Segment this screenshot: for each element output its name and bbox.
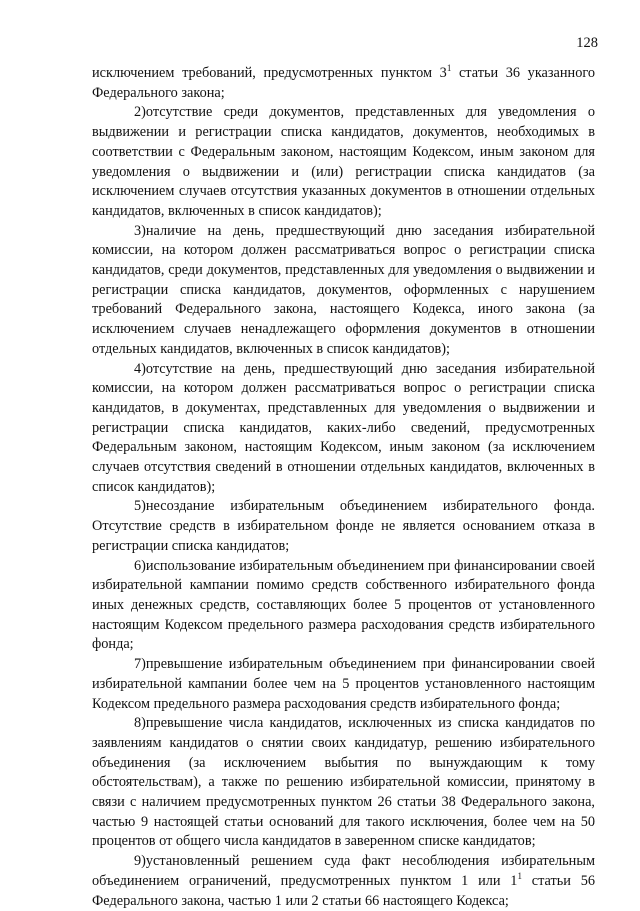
paragraph-text: 8)превышение числа кандидатов, исключенных из списка кандидатов по заявлениям кандидатов о снятии своих кандидатур, решению избирательного объединения (за исключением выбытия по вынуждающим к тому обстоятельствам), а также по решению избирательной комиссии, принятому в связи с наличием предусмотренных пунктом 26 статьи 38 Федерального закона, частью 9 настоящей статьи оснований для такого исключения, более чем на 50 процентов от общего числа кандидатов в заверенном списке кандидатов; [92,715,595,850]
paragraph [92,655,595,714]
page-number: 128 [576,35,598,51]
paragraph-text: статьи 36 указанного Федерального закона; [92,65,595,101]
paragraph [92,557,595,656]
paragraph [92,103,595,221]
paragraph [92,852,595,911]
paragraph-text: статьи 56 Федерального закона, частью 1 или 2 статьи 66 настоящего Кодекса; [92,872,596,909]
paragraph-text: 3)наличие на день, предшествующий дню заседания избирательной комиссии, на котором должен рассматриваться вопрос о регистрации списка кандидатов, среди документов, представленных для уведомления о выдвижении и регистрации списка кандидатов, документов, оформленных с нарушением требований Федерального закона, настоящего Кодекса, иного закона (за исключением случаев ненадлежащего оформления документов в отношении отдельных кандидатов, включенных в список кандидатов); [92,222,595,357]
paragraph [92,222,595,360]
paragraph [92,360,595,498]
paragraph [92,714,595,852]
paragraph [92,497,595,556]
paragraph [92,64,595,103]
paragraph-text: 9)установленный решением суда факт несоблюдения избирательным объединением ограничений, предусмотренных пунктом 1 или 1 [92,853,595,889]
paragraph-text: 4)отсутствие на день, предшествующий дню заседания избирательной комиссии, на котором должен рассматриваться вопрос о регистрации списка кандидатов, в документах, представленных для уведомления о выдвижении и регистрации списка кандидатов, каких-либо сведений, предусмотренных Федеральным законом, настоящим Кодексом, иным законом (за исключением случаев отсутствия сведений в отношении отдельных кандидатов, включенных в список кандидатов); [92,360,595,495]
document-body [92,64,595,911]
superscript-index: 1 [446,63,452,73]
paragraph-text: 5)несоздание избирательным объединением избирательного фонда. Отсутствие средств в избирательном фонде не является основанием отказа в регистрации списка кандидатов; [92,498,595,554]
superscript-index: 1 [517,870,522,881]
paragraph-text: 2)отсутствие среди документов, представленных для уведомления о выдвижении и регистрации списка кандидатов, документов, необходимых в соответствии с Федеральным законом, настоящим Кодексом, иным законом для уведомления о выдвижении и (или) регистрации списка кандидатов (за исключением случаев отсутствия указанных документов в отношении отдельных кандидатов, включенных в список кандидатов); [92,104,595,219]
paragraph-text: 6)использование избирательным объединением при финансировании своей избирательной кампании помимо средств собственного избирательного фонда иных денежных средств, составляющих более 5 процентов от установленного настоящим Кодексом предельного размера расходования средств избирательного фонда; [92,557,595,653]
paragraph-text: исключением требований, предусмотренных пунктом 3 [92,65,447,81]
paragraph-text: 7)превышение избирательным объединением при финансировании своей избирательной кампании более чем на 5 процентов установленного настоящим Кодексом предельного размера расходования средств избирательного фонда; [92,656,595,712]
